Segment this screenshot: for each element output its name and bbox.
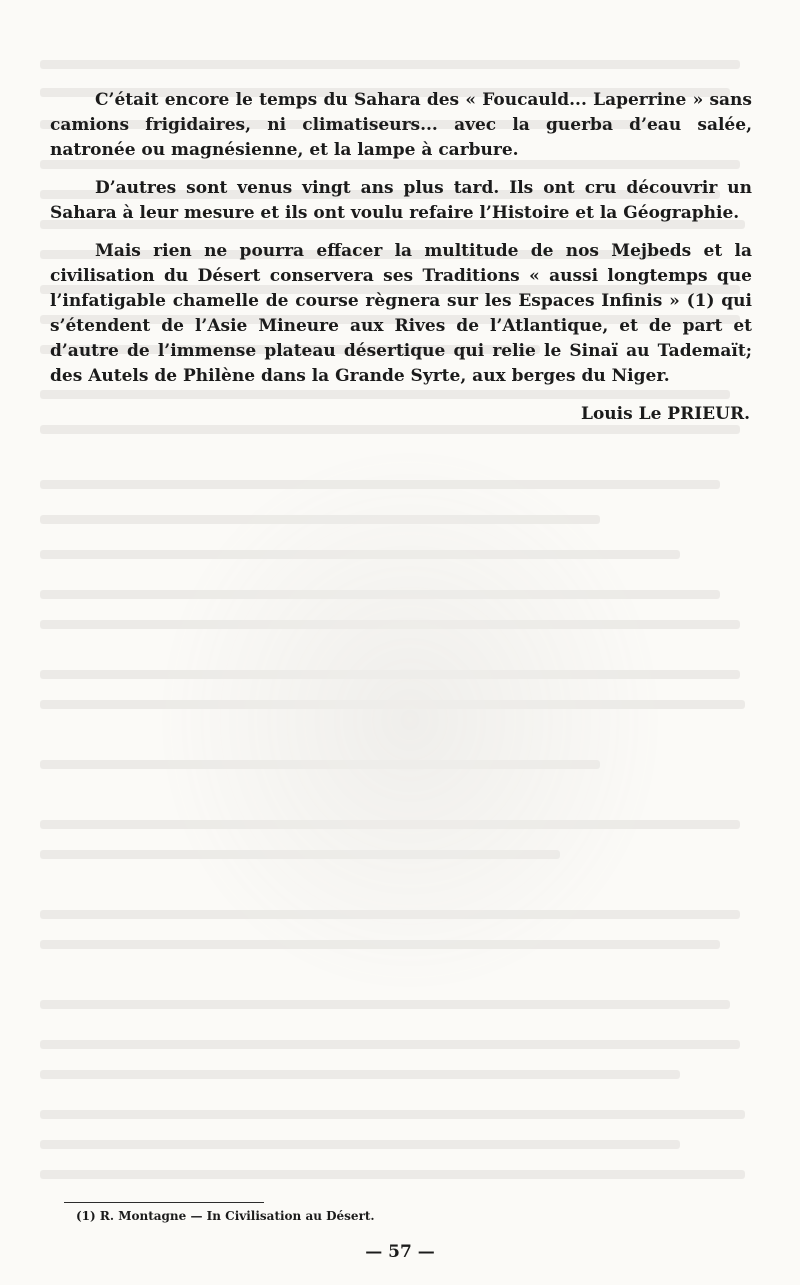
page-number: — 57 — [365, 1242, 435, 1262]
paragraph-sahara-foucauld: C’était encore le temps du Sahara des « Foucauld... Laperrine » sans camions frigidaires, ni climatiseurs... avec la guerba d’eau salée, natronée ou magnésienne, et la lampe à carbure. [50, 90, 752, 160]
paragraph-others-came: D’autres sont venus vingt ans plus tard. Ils ont cru découvrir un Sahara à leur mesure et ils ont voulu refaire l’Histoire et la Géographie. [50, 178, 752, 223]
author-signature: Louis Le PRIEUR. [581, 404, 750, 424]
footnote: (1) R. Montagne — In Civilisation au Désert. [76, 1209, 375, 1223]
paragraph-desert-traditions: Mais rien ne pourra effacer la multitude de nos Mejbeds et la civilisation du Désert conservera ses Traditions « aussi longtemps que l’infatigable chamelle de course règnera sur les Espaces Infinis » (1) qui s’étendent de l’Asie Mineure aux Rives de l’Atlantique, et de part et d’autre de l’immense plateau désertique qui relie le Sinaï au Tademaït; des Autels de Philène dans la Grande Syrte, aux berges du Niger. [50, 241, 752, 386]
body-text [50, 88, 752, 427]
footnote-divider [64, 1202, 264, 1203]
